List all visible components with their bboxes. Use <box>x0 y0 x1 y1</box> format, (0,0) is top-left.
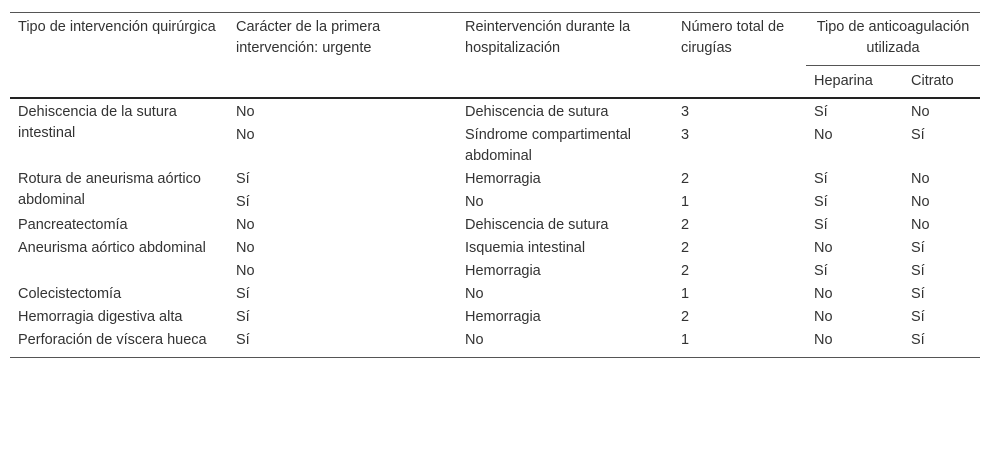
urgent-cell: No <box>236 104 255 120</box>
total-surgeries-cell: 2 <box>681 171 690 187</box>
total-surgeries-cell: 3 <box>681 127 690 143</box>
table-row <box>10 329 980 358</box>
table-row <box>10 98 980 124</box>
citrato-cell: Sí <box>911 127 925 143</box>
surgery-table <box>10 12 980 358</box>
urgent-cell: Sí <box>228 329 457 358</box>
header-reintervention: Reintervención durante la hospitalización <box>457 13 673 99</box>
total-surgeries-cell: 2 <box>681 217 690 233</box>
table-row <box>10 237 980 260</box>
urgent-cell: Sí <box>236 309 250 325</box>
total-surgeries-cell: 1 <box>681 286 690 302</box>
intervention-type-cell: Colecistectomía <box>18 286 122 302</box>
table-header <box>10 13 980 99</box>
heparina-cell: Sí <box>814 171 828 187</box>
citrato-cell: Sí <box>911 309 925 325</box>
reintervention-cell: Dehiscencia de sutura <box>465 104 609 120</box>
urgent-cell: No <box>236 127 255 143</box>
total-surgeries-cell: 1 <box>681 194 690 210</box>
intervention-type-cell: Pancreatectomía <box>18 217 128 233</box>
heparina-cell: No <box>814 127 833 143</box>
heparina-cell: No <box>814 286 833 302</box>
urgent-cell: No <box>236 217 255 233</box>
total-surgeries-cell: 2 <box>681 240 690 256</box>
citrato-cell: No <box>911 194 930 210</box>
urgent-cell: Sí <box>236 286 250 302</box>
table-row <box>10 306 980 329</box>
citrato-cell: Sí <box>911 263 925 279</box>
reintervention-cell: Isquemia intestinal <box>465 240 586 256</box>
reintervention-cell: No <box>465 194 484 210</box>
heparina-cell: Sí <box>814 263 828 279</box>
total-surgeries-cell: 3 <box>681 104 690 120</box>
citrato-cell: No <box>911 217 930 233</box>
intervention-type-cell: Rotura de aneurisma aórtico abdominal <box>18 171 201 208</box>
heparina-cell: No <box>814 240 833 256</box>
header-total-surgeries: Número total de cirugías <box>673 13 806 99</box>
total-surgeries-cell: 2 <box>681 309 690 325</box>
urgent-cell: Sí <box>236 171 250 187</box>
table-row <box>10 283 980 306</box>
table-container <box>10 12 980 358</box>
total-surgeries-cell: 2 <box>681 263 690 279</box>
header-intervention-type: Tipo de intervención quirúrgica <box>10 13 228 99</box>
reintervention-cell: No <box>457 329 673 358</box>
heparina-cell: Sí <box>814 104 828 120</box>
reintervention-cell: Hemorragia <box>465 171 541 187</box>
citrato-cell: No <box>911 171 930 187</box>
header-heparina: Heparina <box>806 66 903 99</box>
reintervention-cell: Síndrome compartimental abdominal <box>465 127 632 164</box>
citrato-cell: Sí <box>911 240 925 256</box>
header-urgent-character: Carácter de la primera intervención: urgente <box>228 13 457 99</box>
table-row <box>10 168 980 191</box>
reintervention-cell: Hemorragia <box>465 309 541 325</box>
reintervention-cell: Hemorragia <box>465 263 541 279</box>
heparina-cell: No <box>806 329 903 358</box>
urgent-cell: No <box>236 240 255 256</box>
header-citrato: Citrato <box>903 66 980 99</box>
total-surgeries-cell: 1 <box>673 329 806 358</box>
heparina-cell: No <box>814 309 833 325</box>
reintervention-cell: Dehiscencia de sutura <box>465 217 609 233</box>
citrato-cell: Sí <box>911 286 925 302</box>
reintervention-cell: No <box>465 286 484 302</box>
urgent-cell: Sí <box>236 194 250 210</box>
table-row <box>10 214 980 237</box>
heparina-cell: Sí <box>814 194 828 210</box>
header-anticoagulation-group: Tipo de anticoagulación utilizada <box>806 13 980 66</box>
citrato-cell: No <box>911 104 930 120</box>
heparina-cell: Sí <box>814 217 828 233</box>
intervention-type-cell: Hemorragia digestiva alta <box>18 309 183 325</box>
intervention-type-cell: Dehiscencia de la sutura intestinal <box>18 104 177 141</box>
intervention-type-cell: Perforación de víscera hueca <box>10 329 228 358</box>
intervention-type-cell: Aneurisma aórtico abdominal <box>18 240 206 256</box>
table-body <box>10 98 980 358</box>
urgent-cell: No <box>236 263 255 279</box>
citrato-cell: Sí <box>903 329 980 358</box>
